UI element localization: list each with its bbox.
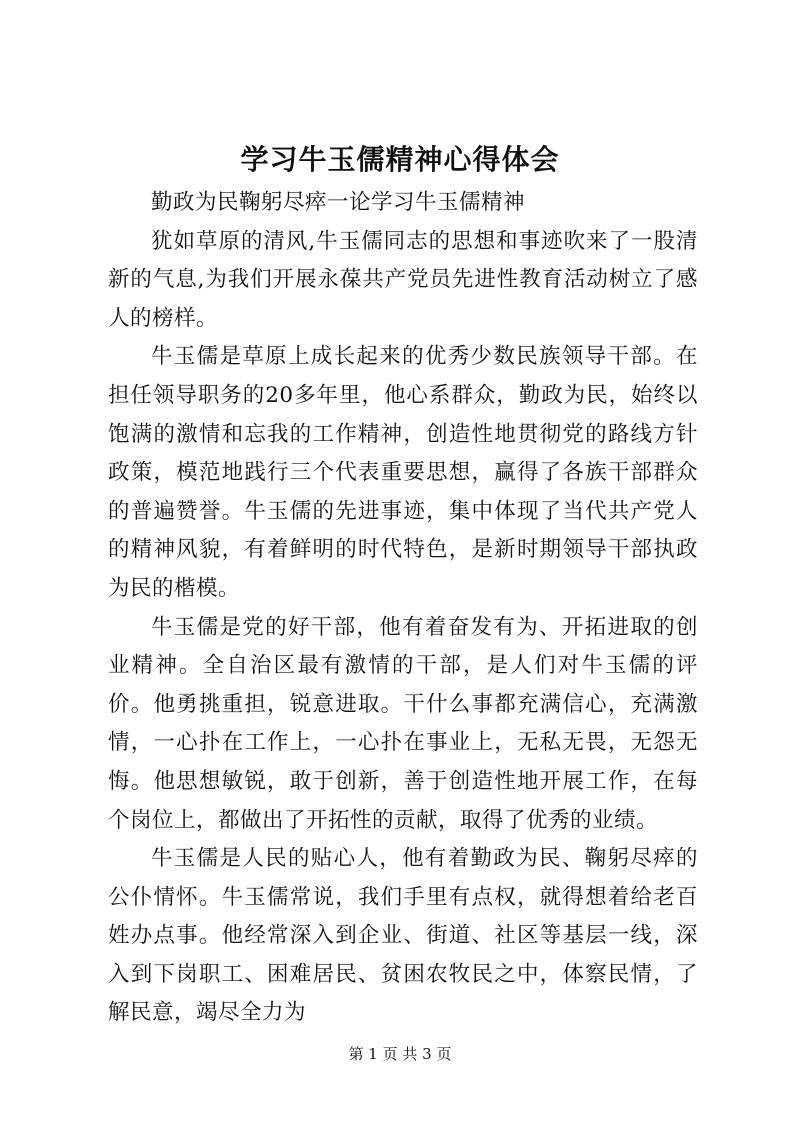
body-paragraph: 牛玉儒是党的好干部，他有着奋发有为、开拓进取的创业精神。全自治区最有激情的干部，是人们对牛玉儒的评价。他勇挑重担，锐意进取。干什么事都充满信心，充满激情，一心扑在工作上，一心扑在事业上，无私无畏，无怨无悔。他思想敏锐，敢于创新，善于创造性地开展工作，在每个岗位上，都做出了开拓性的贡献，取得了优秀的业绩。 — [108, 614, 698, 833]
page-number-footer: 第 1 页 共 3 页 — [348, 1045, 452, 1063]
document-body — [108, 184, 698, 1033]
body-paragraph: 牛玉儒是草原上成长起来的优秀少数民族领导干部。在担任领导职务的20多年里，他心系群众，勤政为民，始终以饱满的激情和忘我的工作精神，创造性地贯彻党的路线方针政策，模范地践行三个代表重要思想，赢得了各族干部群众的普遍赞誉。牛玉儒的先进事迹，集中体现了当代共产党人的精神风貌，有着鲜明的时代特色，是新时期领导干部执政为民的楷模。 — [108, 344, 698, 601]
subtitle-paragraph: 勤政为民鞠躬尽瘁一论学习牛玉儒精神 — [151, 190, 526, 215]
document-title: 学习牛玉儒精神心得体会 — [240, 143, 560, 176]
body-paragraph: 牛玉儒是人民的贴心人，他有着勤政为民、鞠躬尽瘁的公仆情怀。牛玉儒常说，我们手里有点权，就得想着给老百姓办点事。他经常深入到企业、街道、社区等基层一线，深入到下岗职工、困难居民、贫困农牧民之中，体察民情，了解民意，竭尽全力为 — [108, 846, 698, 1026]
body-paragraph: 犹如草原的清风,牛玉儒同志的思想和事迹吹来了一股清新的气息,为我们开展永葆共产党员先进性教育活动树立了感人的榜样。 — [108, 228, 698, 331]
